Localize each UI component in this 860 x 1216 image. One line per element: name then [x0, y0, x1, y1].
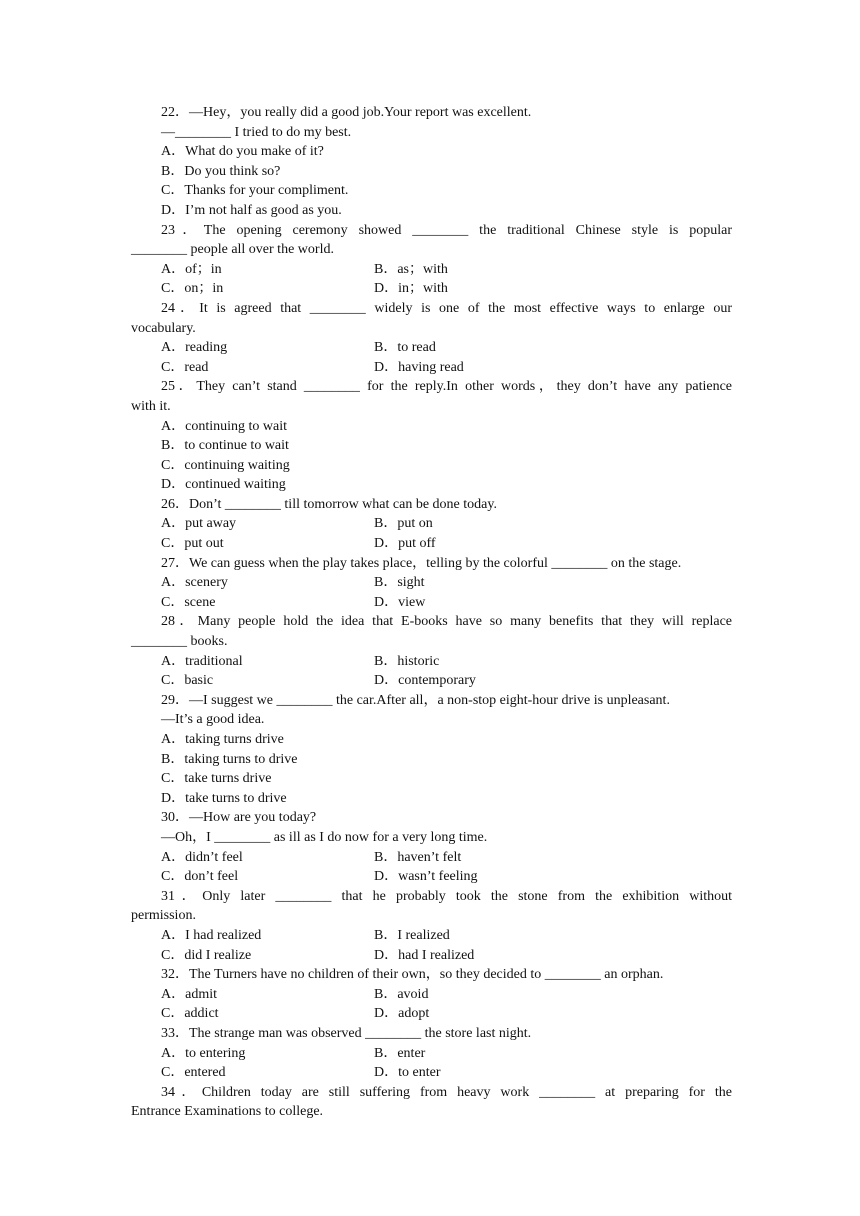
question-28 — [131, 612, 732, 690]
option-c[interactable]: C．basic — [161, 673, 214, 689]
option-a[interactable]: A．scenery — [161, 575, 228, 591]
question-stem-continuation: ________ books. — [131, 634, 228, 650]
question-stem: 34．Children today are still suffering from heavy work ________ at preparing for the — [161, 1084, 732, 1100]
dialogue-reply: —Oh，I ________ as ill as I do now for a very long time. — [161, 829, 488, 845]
option-d[interactable]: D．adopt — [374, 1006, 430, 1022]
option-row — [131, 593, 732, 613]
option-c[interactable]: C．Thanks for your compliment. — [161, 183, 349, 199]
option-b[interactable]: B．put on — [374, 516, 433, 532]
question-33 — [131, 1024, 732, 1083]
question-list — [131, 103, 732, 1122]
option-d[interactable]: D．take turns to drive — [161, 790, 287, 806]
question-23 — [131, 221, 732, 299]
question-31 — [131, 887, 732, 965]
question-34 — [131, 1083, 732, 1122]
dialogue-reply: —________ I tried to do my best. — [161, 124, 352, 140]
question-27 — [131, 554, 732, 613]
option-b[interactable]: B．to read — [374, 340, 436, 356]
option-row — [131, 1063, 732, 1083]
option-row — [131, 926, 732, 946]
question-stem-continuation: permission. — [131, 908, 196, 924]
option-row — [131, 946, 732, 966]
option-a[interactable]: A．to entering — [161, 1045, 246, 1061]
option-row — [131, 534, 732, 554]
option-b[interactable]: B．to continue to wait — [161, 438, 289, 454]
option-a[interactable]: A．reading — [161, 340, 228, 356]
option-a[interactable]: A．admit — [161, 986, 217, 1002]
option-d[interactable]: D．having read — [374, 359, 464, 375]
option-b[interactable]: B．avoid — [374, 986, 429, 1002]
question-stem: 24．It is agreed that ________ widely is one of the most effective ways to enlarge our — [161, 300, 732, 316]
question-stem-continuation: ________ people all over the world. — [131, 242, 334, 258]
option-d[interactable]: D．I’m not half as good as you. — [161, 202, 342, 218]
question-stem: 26．Don’t ________ till tomorrow what can be done today. — [161, 496, 497, 512]
question-26 — [131, 495, 732, 554]
option-a[interactable]: A．traditional — [161, 653, 243, 669]
option-row — [131, 985, 732, 1005]
option-row — [131, 260, 732, 280]
option-row — [131, 279, 732, 299]
option-row — [131, 867, 732, 887]
option-a[interactable]: A．taking turns drive — [161, 732, 284, 747]
question-stem: 25．They can’t stand ________ for the reply.In other words，they don’t have any patience — [161, 379, 732, 395]
option-d[interactable]: D．had I realized — [374, 947, 475, 963]
option-a[interactable]: A．didn’t feel — [161, 849, 243, 865]
option-d[interactable]: D．in；with — [374, 281, 448, 297]
question-stem-continuation: with it. — [131, 398, 171, 414]
option-b[interactable]: B．taking turns to drive — [161, 751, 298, 767]
option-b[interactable]: B．Do you think so? — [161, 163, 281, 179]
question-stem-continuation: Entrance Examinations to college. — [131, 1104, 324, 1120]
option-row — [131, 573, 732, 593]
option-row — [131, 358, 732, 378]
option-a[interactable]: A．of；in — [161, 261, 222, 277]
option-c[interactable]: C．don’t feel — [161, 869, 239, 885]
option-c[interactable]: C．entered — [161, 1065, 226, 1081]
option-a[interactable]: A．put away — [161, 516, 237, 532]
option-c[interactable]: C．take turns drive — [161, 771, 272, 787]
option-b[interactable]: B．haven’t felt — [374, 849, 462, 865]
question-stem: 29．—I suggest we ________ the car.After all，a non-stop eight-hour drive is unpleasant. — [161, 692, 670, 708]
option-d[interactable]: D．continued waiting — [161, 477, 286, 493]
option-c[interactable]: C．did I realize — [161, 947, 252, 963]
option-b[interactable]: B．enter — [374, 1045, 426, 1061]
option-row — [131, 671, 732, 691]
dialogue-reply: —It’s a good idea. — [161, 712, 265, 728]
option-row — [131, 338, 732, 358]
question-22 — [131, 103, 732, 221]
option-a[interactable]: A．What do you make of it? — [161, 144, 324, 160]
option-b[interactable]: B．historic — [374, 653, 440, 669]
option-d[interactable]: D．put off — [374, 536, 436, 552]
option-d[interactable]: D．to enter — [374, 1065, 441, 1081]
option-row — [131, 848, 732, 868]
question-stem: 32．The Turners have no children of their own，so they decided to ________ an orphan. — [161, 967, 664, 983]
option-row — [131, 514, 732, 534]
option-c[interactable]: C．on；in — [161, 281, 224, 297]
question-stem: 33．The strange man was observed ________ the store last night. — [161, 1025, 532, 1041]
option-row — [131, 1004, 732, 1024]
question-32 — [131, 965, 732, 1024]
question-stem-continuation: vocabulary. — [131, 320, 196, 336]
question-stem: 27．We can guess when the play takes place，telling by the colorful ________ on the stage. — [161, 555, 682, 571]
option-row — [131, 652, 732, 672]
option-d[interactable]: D．wasn’t feeling — [374, 869, 478, 885]
question-25 — [131, 377, 732, 495]
option-row — [131, 1044, 732, 1064]
option-a[interactable]: A．I had realized — [161, 927, 262, 943]
question-29 — [131, 691, 732, 809]
option-c[interactable]: C．read — [161, 359, 209, 375]
option-c[interactable]: C．continuing waiting — [161, 457, 290, 473]
question-stem: 22．—Hey，you really did a good job.Your report was excellent. — [161, 105, 532, 120]
option-b[interactable]: B．I realized — [374, 927, 450, 943]
option-a[interactable]: A．continuing to wait — [161, 418, 287, 434]
question-30 — [131, 808, 732, 886]
option-b[interactable]: B．sight — [374, 575, 425, 591]
option-c[interactable]: C．put out — [161, 536, 224, 552]
option-c[interactable]: C．addict — [161, 1006, 219, 1022]
option-c[interactable]: C．scene — [161, 594, 216, 610]
question-stem: 31．Only later ________ that he probably took the stone from the exhibition without — [161, 888, 732, 904]
question-24 — [131, 299, 732, 377]
question-stem: 30．—How are you today? — [161, 810, 317, 826]
option-d[interactable]: D．view — [374, 594, 426, 610]
question-stem: 23．The opening ceremony showed ________ the traditional Chinese style is popular — [161, 222, 732, 238]
option-d[interactable]: D．contemporary — [374, 673, 476, 689]
option-b[interactable]: B．as；with — [374, 261, 448, 277]
question-stem: 28．Many people hold the idea that E-books have so many benefits that they will replace — [161, 614, 732, 630]
